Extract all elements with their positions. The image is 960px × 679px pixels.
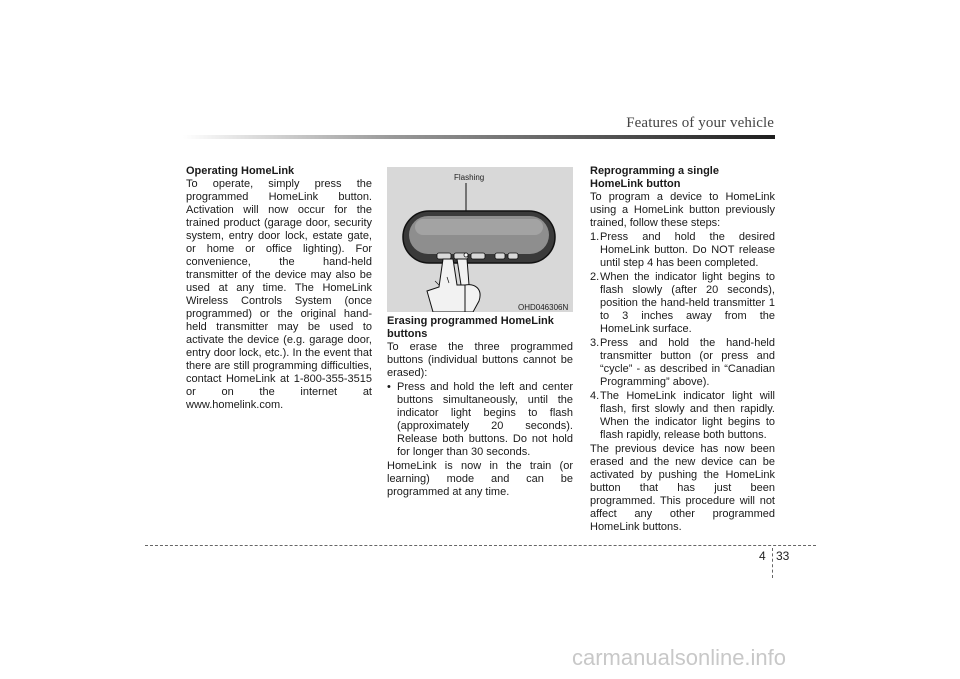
column-reprogramming: [590, 165, 775, 535]
hand-palm: [465, 285, 480, 312]
list-item: [387, 381, 573, 459]
list-item: [590, 390, 775, 442]
section-title: Features of your vehicle: [626, 115, 774, 131]
paragraph-operating: To operate, simply press the programmed HomeLink button. Activation will now occur for the trained product (garage door, security system, entry door lock, estate gate, or home or office lighting). For convenience, the hand-held transmitter of the device may also be used at any time. The HomeLink Wireless Controls System (once programmed) or the original hand-held transmitter may be used to activate the device (e.g. garage door, entry door lock, etc.). In the event that there are still programming difficulties, contact HomeLink at 1-800-355-3515 or on the internet at www.homelink.com.: [186, 178, 372, 411]
step-number: 3.: [590, 337, 600, 349]
footer-divider: [772, 548, 773, 578]
figure-code: OHD046306N: [518, 303, 569, 312]
paragraph-reprogramming-intro: To program a device to HomeLink using a HomeLink button previously trained, follow these steps:: [590, 191, 775, 229]
header-rule: [183, 135, 775, 139]
mirror-figure: [387, 167, 573, 312]
bullet-text: Press and hold the left and center buttons simultaneously, until the indicator light begins to flash (approximately 20 seconds). Release both buttons. Do not hold for longer than 30 seconds.: [397, 381, 573, 458]
list-item: [590, 271, 775, 336]
homelink-button-left: [437, 253, 451, 259]
mirror-button-b: [508, 253, 518, 259]
hand-right-finger: [457, 259, 469, 285]
step-text: The HomeLink indicator light will flash, first slowly and then rapidly. When the indicator light begins to flash rapidly, release both buttons.: [600, 390, 775, 441]
step-text: When the indicator light begins to flash slowly (after 20 seconds), position the hand-held transmitter 1 to 3 inches away from the HomeLink surface.: [600, 271, 775, 335]
bullet-mark: •: [387, 381, 391, 393]
step-text: Press and hold the desired HomeLink button. Do NOT release until step 4 has been completed.: [600, 231, 775, 269]
step-text: Press and hold the hand-held transmitter button (or press and “cycle” - as described in “Canadian Programming” above).: [600, 337, 775, 388]
chapter-number: 4: [759, 549, 766, 563]
footer-rule: [145, 545, 816, 546]
column-operating: [186, 165, 372, 413]
mirror-illustration: [387, 167, 573, 312]
mirror-highlight: [415, 219, 543, 235]
list-item: [590, 231, 775, 270]
indicator-light: [464, 253, 468, 257]
list-item: [590, 337, 775, 389]
page-number: 33: [776, 549, 790, 563]
homelink-button-right: [471, 253, 485, 259]
heading-reprogramming: Reprogramming a single HomeLink button: [590, 165, 719, 190]
heading-erasing: Erasing programmed HomeLink buttons: [387, 315, 554, 340]
step-number: 4.: [590, 390, 600, 402]
watermark: carmanualsonline.info: [572, 645, 787, 670]
column-erasing: [387, 315, 573, 500]
paragraph-erasing-intro: To erase the three programmed buttons (individual buttons cannot be erased):: [387, 341, 573, 379]
step-number: 2.: [590, 271, 600, 283]
mirror-button-a: [495, 253, 505, 259]
paragraph-erasing-closing: HomeLink is now in the train (or learning) mode and can be programmed at any time.: [387, 460, 573, 498]
paragraph-reprogramming-closing: The previous device has now been erased and the new device can be activated by pushing the HomeLink button that has just been programmed. This procedure will not affect any other programmed HomeLink buttons.: [590, 443, 775, 533]
step-number: 1.: [590, 231, 600, 243]
heading-operating: Operating HomeLink: [186, 165, 295, 177]
figure-callout-label: Flashing: [454, 173, 485, 182]
